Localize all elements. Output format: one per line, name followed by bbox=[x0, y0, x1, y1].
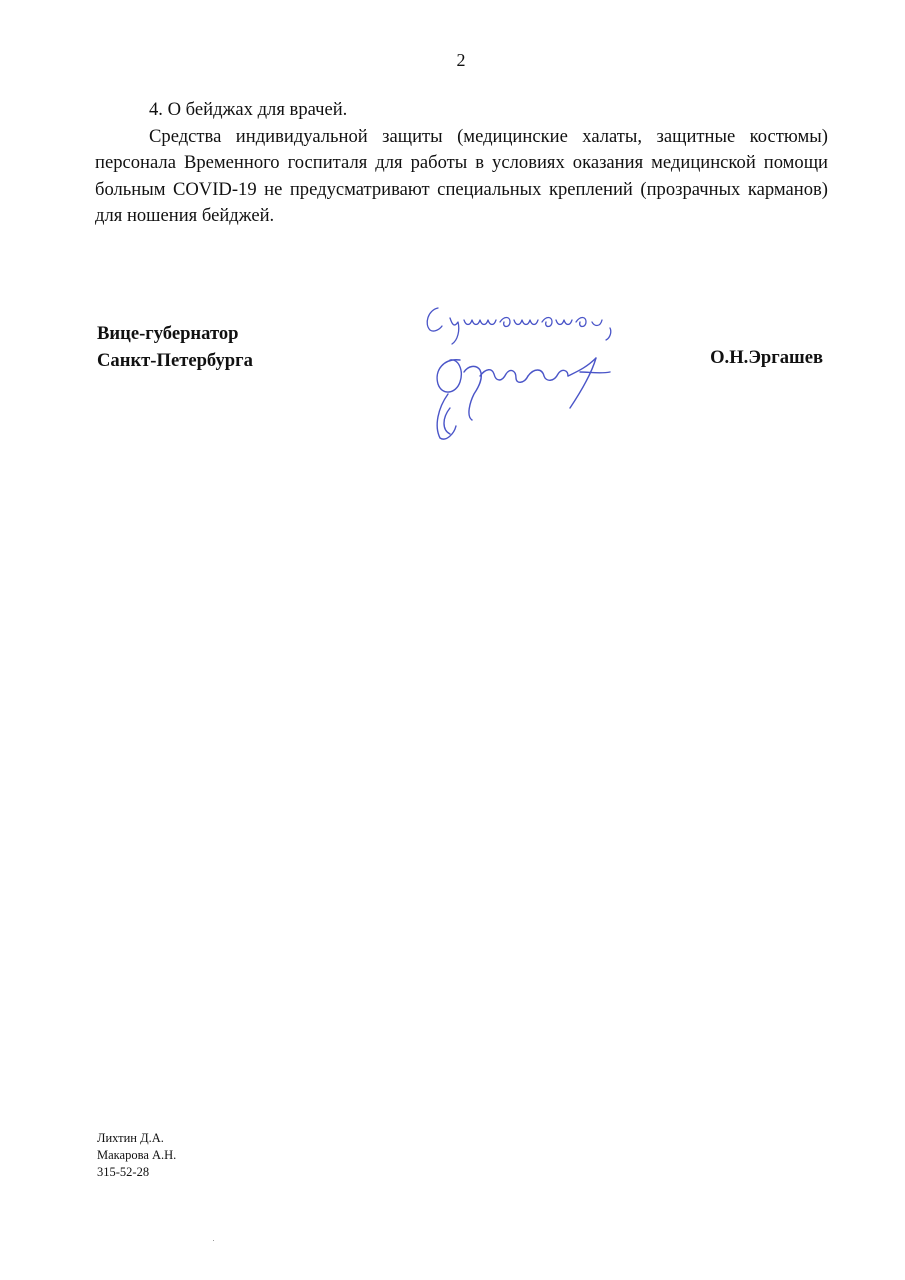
scan-speck bbox=[213, 1240, 214, 1241]
signatory-name: О.Н.Эргашев bbox=[710, 347, 823, 368]
page-number: 2 bbox=[456, 50, 466, 70]
position-line-1: Вице-губернатор bbox=[97, 323, 239, 344]
signature-scribble bbox=[437, 358, 610, 439]
handwritten-signature bbox=[420, 298, 630, 448]
section-heading: 4. О бейджах для врачей. bbox=[149, 99, 348, 120]
position-line-2: Санкт-Петербурга bbox=[97, 349, 253, 371]
executor-2: Макарова А.Н. bbox=[97, 1148, 177, 1162]
letter-body bbox=[95, 97, 828, 230]
executor-phone: 315-52-28 bbox=[97, 1165, 150, 1179]
executors-block bbox=[97, 1130, 176, 1181]
signatory-position bbox=[97, 321, 253, 374]
regards-note-scribble bbox=[427, 308, 611, 344]
section-paragraph: Средства индивидуальной защиты (медицинские халаты, защитные костюмы) персонала Временного госпиталя для работы в условиях оказания медицинской помощи больным COVID-19 не предусматривают специальных креплений (прозрачных карманов) для ношения бейджей. bbox=[95, 125, 828, 226]
executor-1: Лихтин Д.А. bbox=[97, 1131, 164, 1145]
